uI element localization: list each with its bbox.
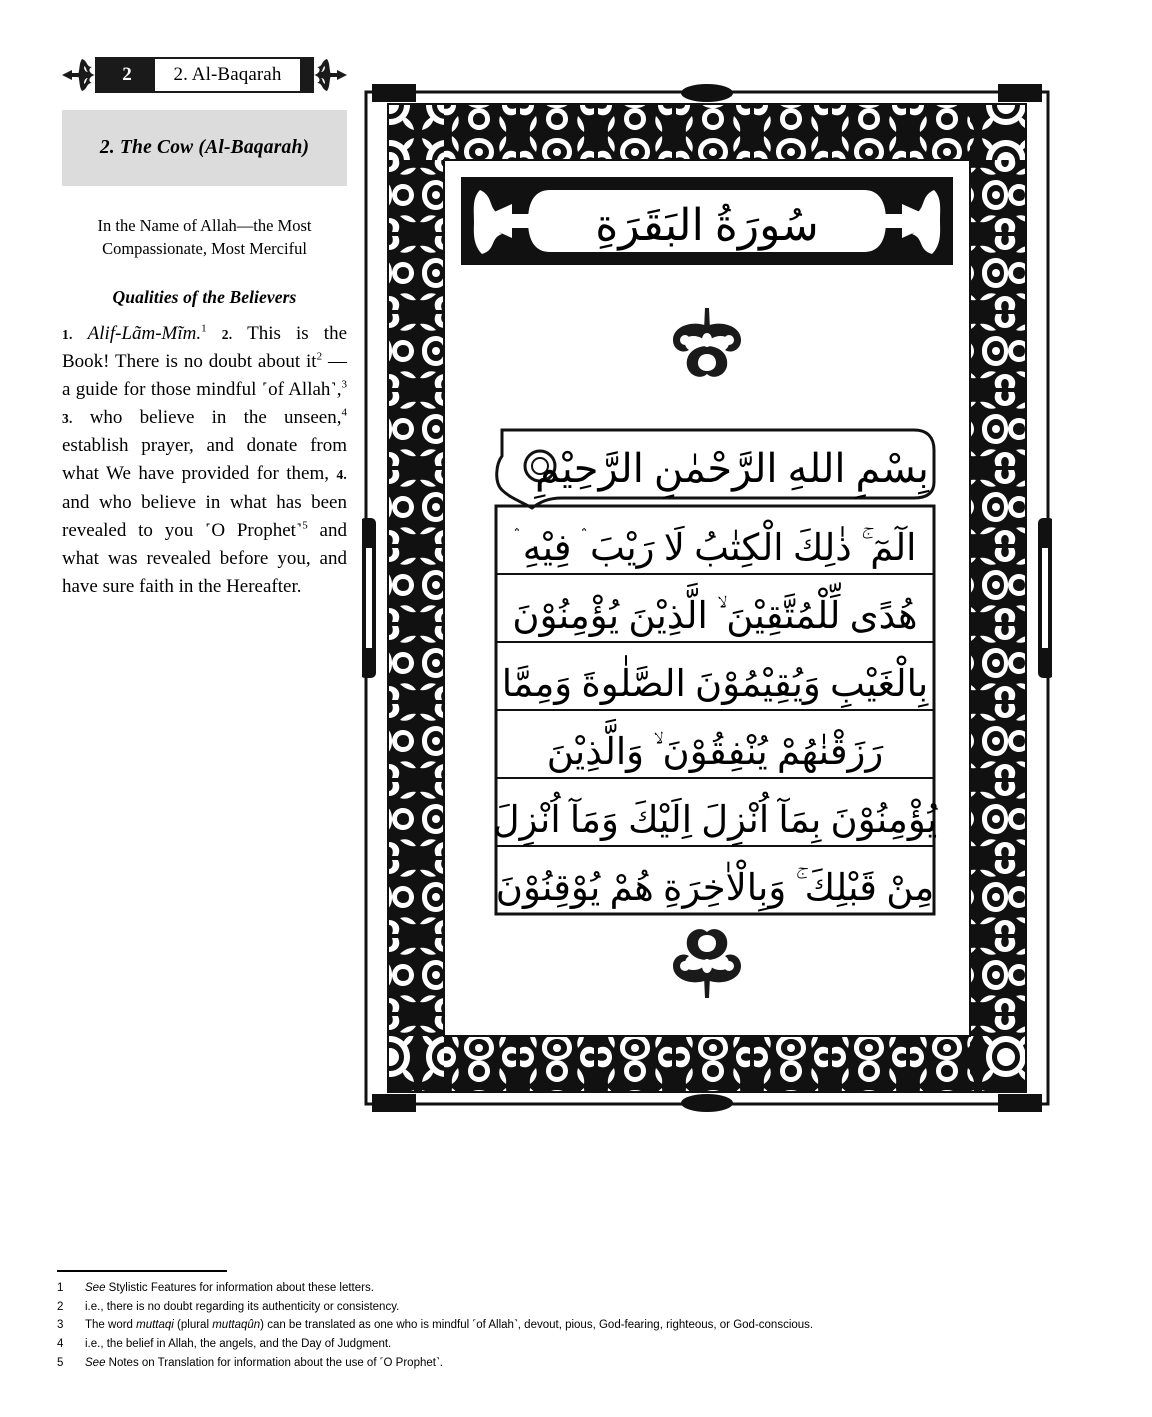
footnote-number: 2 — [57, 1300, 64, 1313]
footnote-ref[interactable]: 3 — [341, 378, 347, 391]
footnote-ref[interactable]: 5 — [302, 519, 308, 532]
verse-number: 2. — [221, 326, 233, 342]
footnote-separator-rule — [57, 1270, 227, 1272]
footnote-text: i.e., the belief in Allah, the angels, and the Day of Judgment. — [85, 1337, 392, 1350]
ayah-line: هُدًى لِّلْمُتَّقِيْنَ ۙ الَّذِيْنَ يُؤْمِنُوْنَ — [512, 596, 918, 637]
footnote-text: i.e., there is no doubt regarding its authenticity or consistency. — [85, 1300, 400, 1313]
verse-translation-body: 1. Alif-Lãm-Mĩm.$^1$ 2. This is the Book! There is no doubt about $it^2$ —a guide for those mindful ˹of Allah˺,$^3$ 3. who believe in the unseen,$^4$ establish prayer, and donate from what We have provided for them, 4. and who believe in what has been revealed to you ˹O Prophet˺$^5$ and what was revealed before you, and have sure faith in the Hereafter. — [62, 322, 348, 597]
footnote-item — [57, 1335, 1097, 1354]
footnote-number: 5 — [57, 1356, 64, 1369]
arrow-fleuron-left-icon — [62, 57, 104, 93]
arrow-fleuron-right-icon — [305, 57, 347, 93]
footnote-item — [57, 1298, 1097, 1317]
bismillah-translation: In the Name of Allah—the Most Compassionate, Most Merciful — [97, 216, 312, 259]
footnote-item — [57, 1279, 1097, 1298]
footnote-text: See Notes on Translation for information about the use of ˹O Prophet˺. — [85, 1356, 443, 1369]
ayah-line: رَزَقْنٰهُمْ يُنْفِقُوْنَ ۙ وَالَّذِيْنَ — [546, 732, 884, 773]
footnote-text: See Stylistic Features for information about these letters. — [85, 1282, 374, 1294]
surah-title-text: 2. The Cow (Al-Baqarah) — [99, 137, 310, 158]
footnote-item — [57, 1354, 1097, 1373]
verse-number: 1. — [62, 326, 73, 342]
footnote-list — [57, 1279, 1097, 1372]
page-number: 2 — [104, 57, 150, 93]
ayah-line: الٓمٓ ۚ ذٰلِكَ الْكِتٰبُ لَا رَيْبَ ۛ فِيْهِ ۛ — [513, 528, 917, 569]
verse-number: 3. — [62, 411, 73, 427]
footnote-ref[interactable]: 1 — [201, 322, 207, 335]
surah-title-cartouche — [462, 178, 952, 264]
ayah-line: يُؤْمِنُوْنَ بِمَآ اُنْزِلَ اِلَيْكَ وَمَآ اُنْزِلَ — [492, 800, 938, 841]
footnote-number: 1 — [57, 1282, 64, 1294]
ayah-line: بِالْغَيْبِ وَيُقِيْمُوْنَ الصَّلٰوةَ وَمِمَّا — [501, 664, 929, 705]
running-head — [62, 57, 347, 93]
footnote-number: 3 — [57, 1319, 64, 1332]
footnote-ref[interactable]: 2 — [316, 350, 323, 363]
section-heading: Qualities of the Believers — [112, 286, 297, 307]
running-head-title: 2. Al-Baqarah — [155, 57, 300, 93]
footnote-ref[interactable]: 4 — [341, 406, 347, 419]
footnotes-section — [57, 1270, 1097, 1372]
surah-title-band — [62, 110, 347, 186]
verse-number: 4. — [336, 467, 347, 483]
translation-column — [62, 214, 347, 601]
footnote-number: 4 — [57, 1337, 64, 1350]
basmala-arabic: بِسْمِ اللهِ الرَّحْمٰنِ الرَّحِيْمِ — [535, 446, 929, 491]
footnote-text: The word muttaqi (plural muttaqûn) can be translated as one who is mindful ˹of Allah˺, devout, pious, God-fearing, righteous, or God-conscious. — [85, 1319, 814, 1332]
arabic-quran-panel — [362, 78, 1052, 1118]
surah-title-arabic: سُورَةُ البَقَرَةِ — [595, 201, 819, 250]
footnote-item — [57, 1316, 1097, 1335]
ayah-line: مِنْ قَبْلِكَ ۚ وَبِالْاٰخِرَةِ هُمْ يُوْقِنُوْنَ — [495, 868, 935, 909]
